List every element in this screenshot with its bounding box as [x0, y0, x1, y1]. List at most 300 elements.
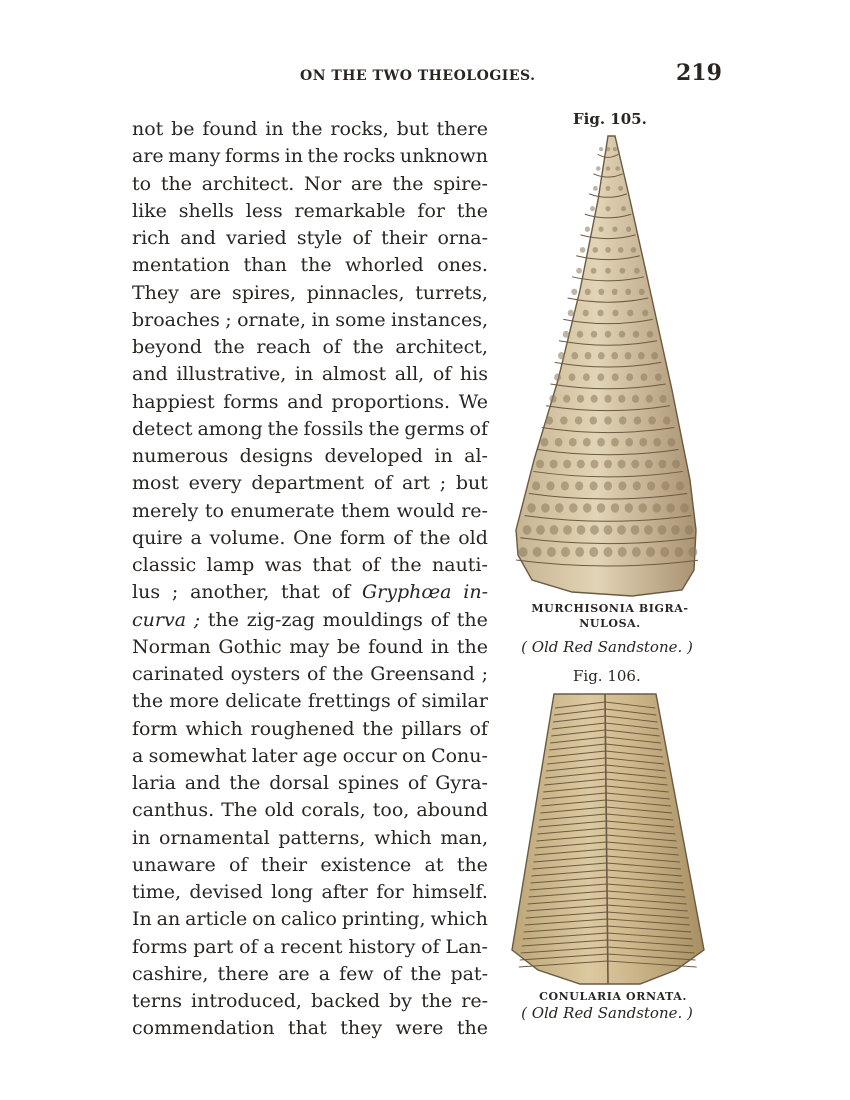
word: form	[132, 717, 178, 740]
shell-nodule	[597, 310, 603, 317]
shell-nodule	[590, 481, 598, 490]
shell-nodule	[612, 373, 619, 381]
word: are	[277, 962, 310, 985]
shell-nodule	[626, 226, 631, 232]
shell-nodule	[596, 166, 601, 171]
text-line	[132, 280, 488, 307]
shell-nodule	[619, 331, 626, 338]
word: volume.	[209, 526, 286, 549]
shell-nodule	[658, 525, 667, 535]
shell-nodule	[546, 481, 554, 490]
shell-nodule	[646, 547, 655, 557]
word: backed	[311, 990, 381, 1012]
word: orna-	[437, 227, 488, 249]
shell-nodule	[604, 460, 612, 469]
word: for	[376, 881, 404, 903]
word: unknown	[399, 145, 488, 168]
word: article	[185, 908, 248, 931]
word: ornate,	[237, 308, 307, 331]
shell-nodule	[671, 525, 680, 535]
word: of	[331, 581, 351, 604]
word: for	[417, 199, 445, 222]
word: long	[271, 881, 314, 903]
shell-nodule	[655, 373, 662, 381]
word: in	[311, 308, 330, 331]
shell-nodule	[645, 460, 653, 469]
word: re-	[461, 499, 488, 522]
word: which	[185, 717, 243, 740]
shell-nodule	[625, 438, 633, 447]
shell-nodule	[555, 503, 564, 512]
shell-nodule	[634, 416, 642, 424]
word: occur	[342, 744, 397, 767]
shell-nodule	[571, 289, 577, 295]
word: ;	[225, 308, 232, 331]
text-line	[132, 1015, 488, 1042]
word: In	[132, 908, 152, 931]
text-line	[132, 416, 488, 443]
word: himself.	[412, 881, 488, 903]
word: almost	[321, 363, 387, 386]
shell-nodule	[604, 547, 613, 557]
word: their	[260, 853, 308, 876]
shell-nodule	[648, 416, 656, 424]
shell-nodule	[612, 310, 618, 317]
shell-nodule	[613, 147, 617, 151]
shell-nodule	[590, 460, 598, 469]
shell-nodule	[625, 503, 634, 512]
shell-nodule	[523, 525, 532, 535]
word: Gothic	[218, 635, 282, 658]
shell-nodule	[583, 438, 591, 447]
fig-106-formation: ( Old Red Sandstone. )	[521, 1004, 693, 1022]
shell-nodule	[568, 310, 574, 317]
word: architect.	[201, 172, 295, 195]
word: part	[193, 935, 234, 958]
shell-nodule	[674, 547, 683, 557]
shell-nodule	[575, 416, 583, 424]
shell-nodule	[550, 460, 558, 469]
word: most	[132, 472, 179, 495]
word: fossils	[303, 417, 364, 440]
word: after	[321, 881, 368, 903]
word: be	[337, 635, 361, 658]
text-line	[132, 171, 488, 198]
word: forms	[224, 145, 281, 168]
word: spires,	[231, 281, 297, 304]
word: the	[160, 172, 192, 195]
text-line	[132, 825, 488, 852]
shell-nodule	[658, 460, 666, 469]
shell-nodule	[617, 525, 626, 535]
word: time,	[132, 881, 182, 903]
shell-nodule	[626, 373, 633, 381]
word: more	[169, 690, 220, 713]
fig-105-caption: Fig. 105.	[573, 110, 647, 128]
shell-nodule	[611, 352, 618, 359]
word: abound	[416, 799, 488, 822]
word: many	[168, 145, 221, 168]
word: too,	[372, 799, 410, 822]
shell-nodule	[536, 460, 544, 469]
word: remarkable	[294, 199, 406, 222]
word: the	[456, 1017, 488, 1040]
word: the	[307, 145, 339, 168]
word: varied	[226, 227, 287, 249]
word: at	[424, 853, 444, 876]
shell-nodule	[663, 416, 671, 424]
shell-nodule	[605, 331, 612, 338]
shell-nodule	[593, 247, 599, 253]
word: a	[190, 526, 202, 549]
word: classic	[132, 554, 197, 576]
word: like	[132, 199, 167, 222]
word: developed	[324, 445, 423, 467]
word: The	[221, 799, 258, 822]
word: printing,	[341, 908, 426, 931]
word: lus	[132, 581, 161, 604]
word: the	[392, 172, 424, 195]
text-line	[132, 797, 488, 824]
word: the	[332, 663, 364, 685]
text-line	[132, 988, 488, 1015]
word: but	[396, 118, 429, 140]
word: there	[217, 962, 269, 985]
word: a	[263, 935, 275, 958]
word: frettings	[307, 690, 391, 713]
shell-nodule	[638, 352, 645, 359]
shell-nodule	[575, 547, 584, 557]
shell-nodule	[606, 147, 610, 151]
shell-nodule	[627, 310, 633, 317]
word: of	[469, 717, 488, 740]
shell-nodule	[590, 416, 598, 424]
word: found	[202, 118, 258, 140]
word: illustrative,	[176, 363, 287, 386]
word: old	[458, 526, 488, 549]
word: ;	[171, 581, 179, 604]
word: existence	[320, 853, 412, 876]
shell-nodule	[634, 268, 640, 274]
word: and	[180, 227, 216, 249]
shell-nodule	[591, 395, 598, 403]
text-line	[132, 661, 488, 688]
text-line	[132, 770, 488, 797]
word: the	[362, 717, 394, 740]
shell-nodule	[597, 503, 606, 512]
word: few	[339, 962, 374, 985]
word: dorsal	[269, 772, 330, 794]
shell-nodule	[666, 503, 675, 512]
word: that	[281, 581, 320, 604]
word: that	[312, 554, 352, 576]
text-line	[132, 525, 488, 552]
shell-nodule	[591, 268, 597, 274]
text-line	[132, 906, 488, 933]
word: a	[132, 744, 144, 767]
shell-nodule	[685, 525, 694, 535]
shell-nodule	[541, 438, 549, 447]
word: to	[204, 499, 224, 522]
word: less	[245, 199, 283, 222]
shell-nodule	[558, 352, 565, 359]
word: shells	[178, 199, 234, 222]
word: germs	[404, 417, 465, 440]
word: ;	[481, 663, 488, 685]
shell-nodule	[651, 352, 658, 359]
shell-nodule	[554, 373, 561, 381]
word: which	[374, 826, 432, 849]
shell-nodule	[619, 416, 627, 424]
word: the	[410, 962, 442, 985]
word: curva	[132, 608, 187, 631]
word: than	[243, 254, 287, 277]
word: enumerate	[230, 499, 335, 522]
word: architect,	[395, 336, 488, 358]
shell-nodule	[605, 268, 611, 274]
shell-nodule	[641, 373, 648, 381]
text-line	[132, 198, 488, 225]
word: of	[322, 336, 342, 358]
shell-nodule	[618, 186, 623, 191]
word: oysters	[230, 663, 301, 685]
word: designs	[239, 445, 314, 467]
word: ones.	[437, 254, 488, 277]
word: by	[389, 990, 413, 1012]
shell-nodule	[585, 289, 591, 295]
word: pat-	[450, 962, 488, 985]
shell-nodule	[615, 166, 620, 171]
text-line	[132, 225, 488, 252]
text-line	[132, 552, 488, 579]
word: happiest	[132, 390, 215, 413]
word: the	[352, 336, 384, 358]
word: spines	[337, 772, 400, 794]
word: be	[171, 118, 195, 140]
shell-nodule	[547, 547, 556, 557]
word: spire-	[433, 172, 488, 195]
word: ;	[439, 472, 447, 495]
word: commendation	[132, 1017, 275, 1040]
shell-nodule	[618, 547, 627, 557]
text-line	[132, 252, 488, 279]
word: their	[381, 227, 428, 249]
shell-nodule	[597, 438, 605, 447]
word: We	[458, 390, 488, 413]
word: of	[239, 935, 258, 958]
word: but	[455, 472, 488, 495]
word: unaware	[132, 853, 216, 876]
word: the	[419, 526, 451, 549]
shell-nodule	[631, 525, 640, 535]
word: on	[402, 744, 426, 767]
word: whorled	[345, 254, 424, 277]
word: and	[184, 772, 221, 794]
word: laria	[132, 772, 176, 794]
shell-nodule	[597, 373, 604, 381]
shell-nodule	[632, 395, 639, 403]
word: old	[264, 799, 295, 822]
word: not	[132, 118, 164, 140]
word: the	[132, 690, 164, 713]
shell-nodule	[618, 460, 626, 469]
shell-nodule	[563, 331, 570, 338]
word: recent	[280, 935, 343, 958]
word: reach	[256, 336, 311, 358]
shell-nodule	[569, 438, 577, 447]
word: of	[307, 663, 326, 685]
shell-nodule	[577, 331, 584, 338]
running-head: ON THE TWO THEOLOGIES.	[300, 68, 536, 84]
word: style	[296, 227, 343, 249]
word: the	[368, 417, 400, 440]
shell-nodule	[604, 481, 612, 490]
word: devised	[189, 881, 263, 903]
word: of	[382, 962, 402, 985]
word: calico	[280, 908, 337, 931]
shell-nodule	[550, 525, 559, 535]
text-line	[132, 961, 488, 988]
word: an	[156, 908, 181, 931]
word: Norman	[132, 635, 211, 658]
shell-nodule	[536, 525, 545, 535]
shell-nodule	[647, 481, 655, 490]
word: the	[456, 853, 488, 876]
word: on	[252, 908, 276, 931]
shell-nodule	[533, 547, 542, 557]
word: a	[318, 962, 331, 985]
shell-nodule	[659, 395, 666, 403]
word: all,	[394, 363, 425, 386]
word: the	[300, 254, 332, 277]
word: among	[197, 417, 263, 440]
word: found	[368, 635, 424, 658]
word: which	[430, 908, 488, 931]
text-line	[132, 498, 488, 525]
shell-nodule	[560, 416, 568, 424]
word: Gryphœa	[361, 581, 452, 604]
word: in	[132, 826, 151, 849]
shell-nodule	[549, 395, 556, 403]
shell-nodule	[612, 226, 617, 232]
shell-nodule	[672, 460, 680, 469]
word: of	[396, 690, 416, 713]
text-line	[132, 389, 488, 416]
conularia-illustration	[508, 688, 708, 988]
shell-nodule	[599, 226, 604, 232]
shell-nodule	[569, 373, 576, 381]
shell-nodule	[639, 503, 648, 512]
shell-nodule	[646, 395, 653, 403]
shell-nodule	[642, 310, 648, 317]
shell-nodule	[599, 147, 603, 151]
word: corals,	[301, 799, 366, 822]
text-line	[132, 143, 488, 170]
word: rocks	[342, 145, 396, 168]
word: in-	[463, 581, 488, 604]
text-line	[132, 716, 488, 743]
shell-nodule	[591, 331, 598, 338]
body-text	[132, 116, 488, 1043]
shell-nodule	[541, 503, 550, 512]
shell-nodule	[590, 525, 599, 535]
word: mentation	[132, 254, 230, 277]
word: the	[456, 199, 488, 222]
shell-nodule	[605, 247, 611, 253]
word: in	[265, 118, 284, 140]
word: ;	[193, 608, 201, 631]
fig-105-label-line1: MURCHISONIA BIGRA-	[531, 602, 689, 615]
word: of	[393, 526, 412, 549]
text-line	[132, 743, 488, 770]
shell-nodule	[611, 503, 620, 512]
word: introduced,	[191, 990, 302, 1012]
word: forms	[223, 390, 279, 413]
word: similar	[421, 690, 488, 713]
word: Conu-	[431, 744, 488, 767]
fig-105-formation: ( Old Red Sandstone. )	[521, 638, 693, 656]
word: of	[469, 417, 488, 440]
shell-nodule	[577, 460, 585, 469]
shell-nodule	[612, 289, 618, 295]
word: Lan-	[445, 935, 488, 958]
word: are	[132, 145, 164, 168]
shell-nodule	[561, 547, 570, 557]
shell-nodule	[688, 547, 697, 557]
word: history	[348, 935, 416, 958]
word: al-	[464, 445, 488, 467]
shell-nodule	[589, 547, 598, 557]
word: rocks,	[330, 118, 389, 140]
shell-nodule	[576, 268, 582, 274]
word: were	[395, 1017, 444, 1040]
shell-nodule	[631, 247, 637, 253]
shell-nodule	[625, 289, 631, 295]
shell-nodule	[632, 547, 641, 557]
word: of	[352, 227, 371, 249]
shell-nodule	[577, 525, 586, 535]
word: instances,	[391, 308, 488, 331]
shell-nodule	[631, 460, 639, 469]
word: department	[251, 472, 365, 495]
shell-nodule	[598, 289, 604, 295]
word: of	[373, 472, 393, 495]
fig-106-label: CONULARIA ORNATA.	[539, 990, 687, 1003]
shell-nodule	[604, 525, 613, 535]
word: of	[407, 772, 427, 794]
word: broaches	[132, 308, 220, 331]
shell-nodule	[583, 373, 590, 381]
shell-nodule	[644, 525, 653, 535]
shell-nodule	[606, 186, 611, 191]
word: the	[213, 336, 245, 358]
shell-nodule	[621, 206, 626, 211]
shell-nodule	[590, 206, 595, 211]
shell-nodule	[527, 503, 536, 512]
shell-nodule	[571, 352, 578, 359]
word: and	[287, 390, 323, 413]
word: may	[289, 635, 330, 658]
text-line	[132, 307, 488, 334]
shell-nodule	[604, 416, 612, 424]
shell-nodule	[593, 186, 598, 191]
word: quire	[132, 526, 183, 549]
word: rich	[132, 227, 171, 249]
text-line	[132, 443, 488, 470]
word: terns	[132, 990, 182, 1012]
shell-nodule	[620, 268, 626, 274]
shell-nodule	[583, 310, 589, 317]
